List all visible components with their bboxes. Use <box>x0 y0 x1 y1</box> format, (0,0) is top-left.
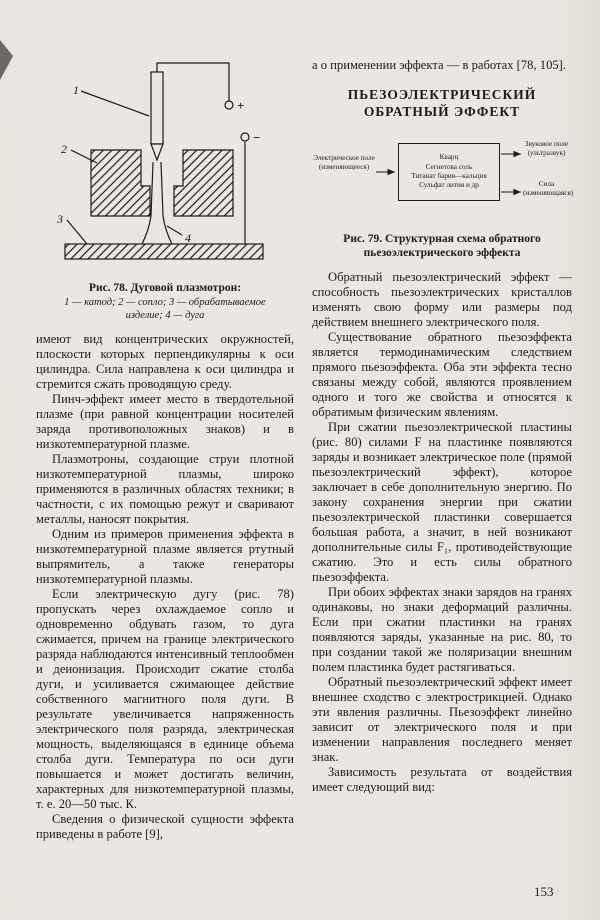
minus-sign: − <box>253 130 261 145</box>
figure-79-block-diagram <box>312 130 572 260</box>
figure-78-title: Рис. 78. Дуговой плазмотрон: <box>88 282 242 294</box>
paragraph: Пинч-эффект имеет место в твердотельной плазме (при равной концентрации носителей заряда противоположных знаков) и в низкотемпературной плазме. <box>36 392 294 451</box>
figure-78-plasmatron <box>36 58 294 322</box>
section-heading-line1: ПЬЕЗОЭЛЕКТРИЧЕСКИЙ <box>347 87 537 102</box>
callout-3: 3 <box>57 212 63 226</box>
box-line: Сульфат лития и др <box>419 181 479 190</box>
cathode-rod <box>151 72 163 160</box>
paragraph: Обратный пьезоэлектрический эффект имеет внешнее сходство с электрострикцией. Однако эти явления различны. Пьезоэффект линейно зависит от электрического поля и при изменении направления последнего меняет знак. <box>312 675 572 764</box>
callout-4: 4 <box>185 231 191 245</box>
right-column <box>312 58 572 795</box>
plus-sign: + <box>237 98 245 113</box>
section-heading <box>312 86 572 120</box>
paragraph: Зависимость результата от воздействия имеет следующий вид: <box>312 765 572 794</box>
callout-2: 2 <box>61 142 67 156</box>
diagram-output-top-label: Звуковое поле (ультразвук) <box>524 140 569 157</box>
callout-1: 1 <box>73 83 79 97</box>
nozzle-right <box>174 150 233 216</box>
box-line: Кварц <box>439 153 459 162</box>
page-number: 153 <box>534 884 554 899</box>
diagram-output-bottom-label: Сила (изменяющаяся) <box>523 180 574 197</box>
paragraph: Если электрическую дугу (рис. 78) пропускать через охлаждаемое сопло и одновременно обдувать газом, то дуга сжимается, причем на границе электрического разряда наблюдаются интенсивный теплообмен и деионизация. Происходит сжатие столба дуги, и усиливается сжимающее действие собственного магнитного поля дуги. В результате увеличивается напряженность электрического поля разряда, электрическая мощность, выделяющаяся в единице объема столба дуги. Температура по оси дуги повышается и может достигать величин, характерных для низкотемпературной плазмы, т. е. 20—50 тыс. К. <box>36 587 294 811</box>
box-line: Сегнетова соль <box>425 162 473 171</box>
paragraph: имеют вид концентрических окружностей, плоскости которых перпендикулярны к оси цилиндра. Сила направлена к оси цилиндра и стремится сжать проводящую среду. <box>36 332 294 391</box>
plasmatron-diagram-canvas <box>47 58 283 273</box>
continuation-text: а о применении эффекта — в работах [78, 105]. <box>312 58 567 72</box>
paragraph: Существование обратного пьезоэффекта является термодинамическим следствием прямого пьезоэффекта. Оба эти эффекта тесно связаны между собой, являются проявлением одного и того же свойства и относятся к обратимым физическим явлениям. <box>312 330 572 419</box>
section-heading-line2: ОБРАТНЫЙ ЭФФЕКТ <box>363 104 521 119</box>
paragraph: Плазмотроны, создающие струи плотной низкотемпературной плазмы, широко применяются в различных областях техники; в частности, с их помощью режут и сваривают металлы, наносят покрытия. <box>36 452 294 526</box>
paragraph: При сжатии пьезоэлектрической пластины (рис. 80) силами F на пластинке появляются заряды и возникает электрическое поле (прямой пьезоэлектрический эффект), которое заключает в себе дополнительную энергию. По закону сохранения энергии при сжатии пьезоэлектрической пластинки совершается большая работа, а значит, в ней возникают дополнительные силы F₁, противодействующие сжатию. Это и есть силы обратного пьезоэффекта. <box>312 420 572 584</box>
paragraph: При обоих эффектах знаки зарядов на гранях одинаковы, но знаки деформаций различны. Если при сжатии пластинки на гранях появляются заряды, указанные на рис. 80, то при создании такой же поляризации внешним полем пластинка будет растягиваться. <box>312 585 572 674</box>
left-column <box>36 58 294 842</box>
plasmatron-diagram <box>47 58 283 268</box>
figure-79-caption: Рис. 79. Структурная схема обратного пьезоэлектрического эффекта <box>343 233 541 259</box>
nozzle-left <box>91 150 150 216</box>
scan-edge-artifact <box>0 40 13 80</box>
box-line: Титанат бария—кальция <box>411 172 487 180</box>
minus-terminal-icon <box>241 133 249 141</box>
plus-terminal-icon <box>225 101 233 109</box>
piezo-effect-diagram <box>312 130 574 228</box>
workpiece-plate <box>65 244 263 259</box>
paragraph: Сведения о физической сущности эффекта приведены в работе [9], <box>36 812 294 841</box>
figure-78-caption <box>36 281 294 322</box>
figure-78-legend: 1 — катод; 2 — сопло; 3 — обрабатываемое изделие; 4 — дуга <box>64 297 266 321</box>
paragraph: Обратный пьезоэлектрический эффект — способность пьезоэлектрических кристаллов изменять свою форму или размеры под действием внешнего электрического поля. <box>312 270 572 329</box>
diagram-input-label: Электрическое поле (изменяющееся) <box>313 154 375 171</box>
paragraph: Одним из примеров применения эффекта в низкотемпературной плазме является ртутный выпрямитель, а также генераторы низкотемпературной плазмы. <box>36 527 294 586</box>
diagram-crystals-box <box>398 143 500 201</box>
